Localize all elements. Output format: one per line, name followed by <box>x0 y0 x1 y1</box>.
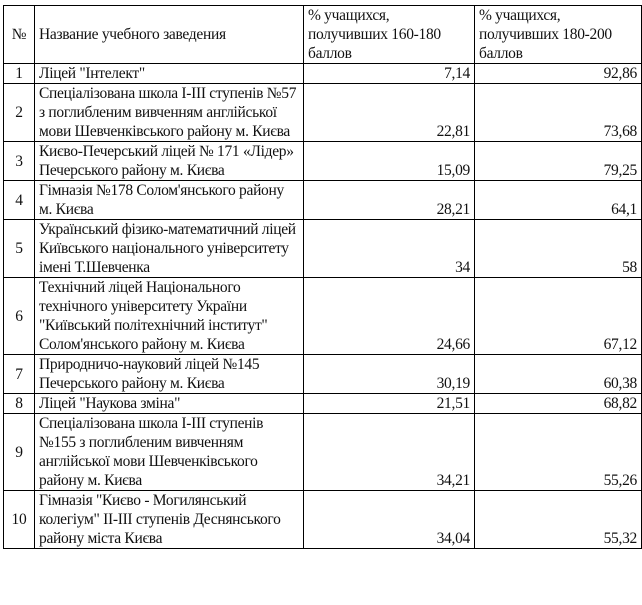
table-row <box>4 220 642 278</box>
school-name: Гімназія "Києво - Могилянський колегіум" ІІ-ІІІ ступенів Деснянського району міста Києва <box>35 491 304 549</box>
table-row <box>4 394 642 414</box>
header-school-name: Название учебного заведения <box>35 6 304 64</box>
row-number: 5 <box>4 220 35 278</box>
pct-160-180: 34,04 <box>304 491 475 549</box>
pct-180-200: 60,38 <box>475 355 642 394</box>
header-row <box>4 6 642 64</box>
pct-160-180: 24,66 <box>304 278 475 355</box>
school-name: Спеціалізована школа І-ІІІ ступенів №155 з поглибленим вивченням англійської мови Шевченківського району м. Києва <box>35 414 304 491</box>
school-name: Спеціалізована школа І-ІІІ ступенів №57 з поглибленим вивченням англійської мови Шевченківського району м. Києва <box>35 84 304 142</box>
row-number: 6 <box>4 278 35 355</box>
school-name: Український фізико-математичний ліцей Київського національного університету імені Т.Шевченка <box>35 220 304 278</box>
pct-160-180: 7,14 <box>304 64 475 84</box>
pct-180-200: 92,86 <box>475 64 642 84</box>
row-number: 2 <box>4 84 35 142</box>
row-number: 3 <box>4 142 35 181</box>
row-number: 1 <box>4 64 35 84</box>
pct-160-180: 34,21 <box>304 414 475 491</box>
school-name: Ліцей "Наукова зміна" <box>35 394 304 414</box>
table-row <box>4 84 642 142</box>
pct-180-200: 55,26 <box>475 414 642 491</box>
row-number: 9 <box>4 414 35 491</box>
table-row <box>4 414 642 491</box>
pct-160-180: 30,19 <box>304 355 475 394</box>
pct-180-200: 64,1 <box>475 181 642 220</box>
pct-180-200: 73,68 <box>475 84 642 142</box>
row-number: 8 <box>4 394 35 414</box>
table-row <box>4 355 642 394</box>
row-number: 10 <box>4 491 35 549</box>
pct-160-180: 28,21 <box>304 181 475 220</box>
header-pct-160-180: % учащихся, получивших 160-180 баллов <box>304 6 475 64</box>
pct-160-180: 22,81 <box>304 84 475 142</box>
table-row <box>4 142 642 181</box>
pct-180-200: 68,82 <box>475 394 642 414</box>
school-name: Києво-Печерський ліцей № 171 «Лідер» Печерського району м. Києва <box>35 142 304 181</box>
pct-180-200: 79,25 <box>475 142 642 181</box>
pct-180-200: 55,32 <box>475 491 642 549</box>
pct-160-180: 15,09 <box>304 142 475 181</box>
table-row <box>4 64 642 84</box>
table-row <box>4 491 642 549</box>
table-row <box>4 181 642 220</box>
school-name: Природничо-науковий ліцей №145 Печерського району м. Києва <box>35 355 304 394</box>
school-name: Гімназія №178 Солом'янського району м. Києва <box>35 181 304 220</box>
header-number: № <box>4 6 35 64</box>
row-number: 7 <box>4 355 35 394</box>
pct-160-180: 34 <box>304 220 475 278</box>
table-row <box>4 278 642 355</box>
pct-160-180: 21,51 <box>304 394 475 414</box>
schools-results-table <box>3 5 642 549</box>
pct-180-200: 58 <box>475 220 642 278</box>
row-number: 4 <box>4 181 35 220</box>
school-name: Технічний ліцей Національного технічного університету України "Київський політехнічний інститут" Солом'янського району м. Києва <box>35 278 304 355</box>
header-pct-180-200: % учащихся, получивших 180-200 баллов <box>475 6 642 64</box>
school-name: Ліцей "Інтелект" <box>35 64 304 84</box>
pct-180-200: 67,12 <box>475 278 642 355</box>
